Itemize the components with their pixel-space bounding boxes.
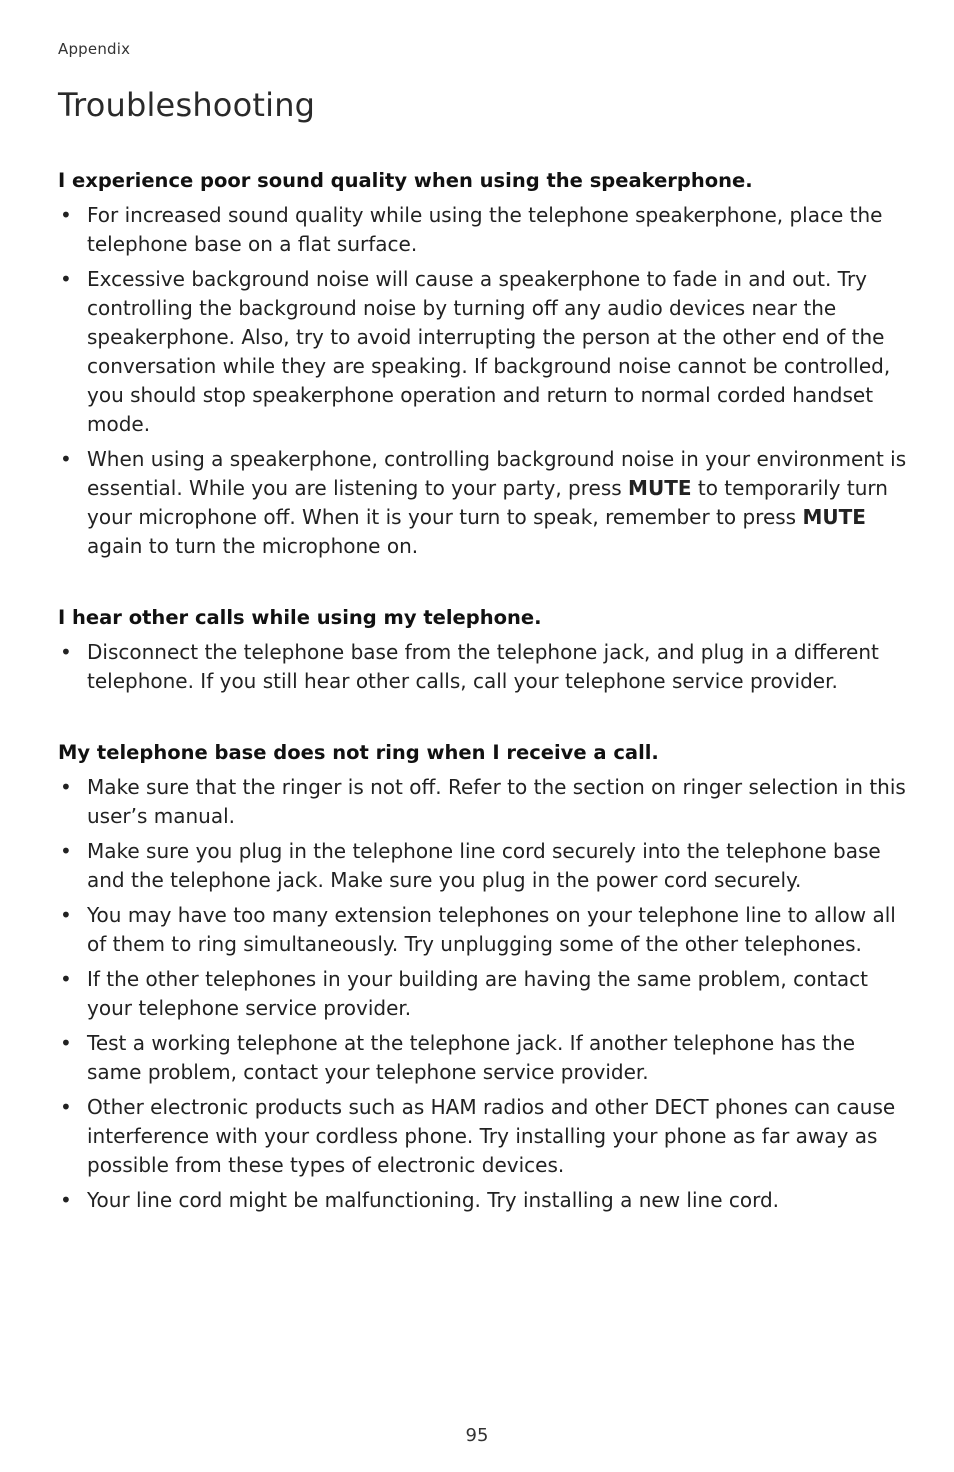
bullet-icon: • [60,447,72,471]
text-run: again to turn the microphone on. [87,534,419,558]
list-item [58,1093,908,1180]
troubleshooting-content [58,166,908,1257]
list-item-text: For increased sound quality while using the telephone speakerphone, place the telephone base on a flat surface. [87,203,883,256]
bullet-icon: • [60,640,72,664]
section-other-calls [58,603,908,696]
list-item-text: Other electronic products such as HAM radios and other DECT phones can cause interference with your cordless phone. Try installing your phone as far away as possible from these types of electronic devices. [87,1095,896,1177]
list-item [58,265,908,439]
list-item [58,965,908,1023]
list-item [58,1029,908,1087]
page-title: Troubleshooting [58,86,316,124]
list-item-text: Disconnect the telephone base from the telephone jack, and plug in a different telephone. If you still hear other calls, call your telephone service provider. [87,640,879,693]
page-number: 95 [465,1425,489,1446]
bullet-icon: • [60,203,72,227]
list-item [58,773,908,831]
list-item [58,201,908,259]
bullet-icon: • [60,775,72,799]
list-item-text: You may have too many extension telephones on your telephone line to allow all of them to ring simultaneously. Try unplugging some of the other telephones. [87,903,896,956]
bullet-icon: • [60,1095,72,1119]
list-item-text: If the other telephones in your building are having the same problem, contact your telephone service provider. [87,967,868,1020]
list-item-text: Make sure you plug in the telephone line cord securely into the telephone base and the telephone jack. Make sure you plug in the power cord securely. [87,839,881,892]
mute-key-label: MUTE [802,505,866,529]
bullet-icon: • [60,1031,72,1055]
text-run: When using a speakerphone, controlling background noise in your environment is essential. While you are listening to your party, press [87,447,907,500]
text-run: to temporarily turn your microphone off. When it is your turn to speak, remember to press [87,476,888,529]
bullet-icon: • [60,903,72,927]
list-item-text: Test a working telephone at the telephone jack. If another telephone has the same problem, contact your telephone service provider. [87,1031,856,1084]
bullet-icon: • [60,967,72,991]
list-item [58,837,908,895]
bullet-list [58,773,908,1215]
bullet-icon: • [60,839,72,863]
list-item [58,445,908,561]
bullet-list [58,638,908,696]
list-item [58,1186,908,1215]
section-heading: I hear other calls while using my telephone. [58,606,542,629]
list-item [58,901,908,959]
mute-key-label: MUTE [628,476,692,500]
section-heading: My telephone base does not ring when I receive a call. [58,741,659,764]
running-head: Appendix [58,40,131,58]
list-item-text: Excessive background noise will cause a speakerphone to fade in and out. Try controlling the background noise by turning off any audio devices near the speakerphone. Also, try to avoid interrupting the person at the other end of the conversation while they are speaking. If background noise cannot be controlled, you should stop speakerphone operation and return to normal corded handset mode. [87,267,891,436]
bullet-icon: • [60,1188,72,1212]
list-item-text: Make sure that the ringer is not off. Refer to the section on ringer selection in this user’s manual. [87,775,906,828]
bullet-icon: • [60,267,72,291]
list-item-text [87,447,906,558]
list-item [58,638,908,696]
section-speakerphone-quality [58,166,908,561]
bullet-list [58,201,908,561]
section-base-no-ring [58,738,908,1215]
list-item-text: Your line cord might be malfunctioning. Try installing a new line cord. [87,1188,780,1212]
section-heading: I experience poor sound quality when using the speakerphone. [58,169,753,192]
